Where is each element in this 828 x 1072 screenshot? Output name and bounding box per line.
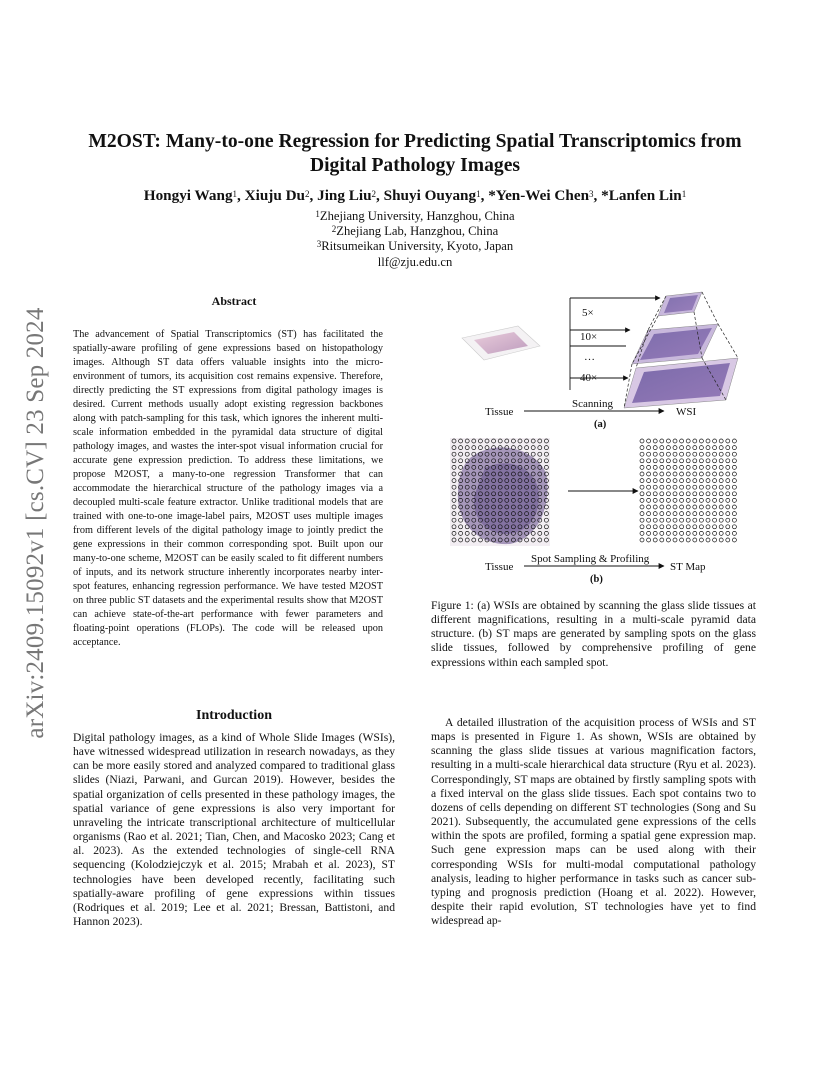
scale-label-40x: 40× <box>580 372 598 384</box>
spot-marker <box>640 465 644 469</box>
spot-marker <box>660 446 664 450</box>
spot-marker <box>666 472 670 476</box>
spot-marker <box>693 459 697 463</box>
spot-marker <box>726 439 730 443</box>
label-tissue-a: Tissue <box>485 406 514 418</box>
spot-marker <box>713 465 717 469</box>
spot-marker <box>653 472 657 476</box>
spot-marker <box>726 505 730 509</box>
spot-marker <box>732 452 736 456</box>
spot-marker <box>647 512 651 516</box>
spot-marker <box>666 485 670 489</box>
spot-marker <box>713 538 717 542</box>
arxiv-identifier: arXiv:2409.15092v1 [cs.CV] 23 Sep 2024 <box>22 307 49 739</box>
spot-marker <box>647 492 651 496</box>
scale-label-ellipsis: … <box>584 351 595 363</box>
spot-marker <box>693 525 697 529</box>
spot-marker <box>680 531 684 535</box>
spot-marker <box>666 531 670 535</box>
title-line-2: Digital Pathology Images <box>309 155 521 176</box>
spot-marker <box>719 512 723 516</box>
author: *Lanfen Lin$^1$ <box>601 187 687 204</box>
spot-marker <box>673 518 677 522</box>
spot-marker <box>732 505 736 509</box>
spot-marker <box>680 525 684 529</box>
spot-marker <box>726 459 730 463</box>
spot-marker <box>680 498 684 502</box>
spot-marker <box>660 538 664 542</box>
spot-marker <box>693 531 697 535</box>
spot-marker <box>660 459 664 463</box>
spot-marker <box>640 498 644 502</box>
spot-marker <box>713 479 717 483</box>
spot-marker <box>653 459 657 463</box>
spot-marker <box>726 465 730 469</box>
spot-marker <box>653 531 657 535</box>
spot-marker <box>699 446 703 450</box>
spot-marker <box>666 492 670 496</box>
spot-marker <box>719 531 723 535</box>
spot-marker <box>732 525 736 529</box>
spot-marker <box>719 505 723 509</box>
spot-marker <box>660 472 664 476</box>
spot-marker <box>680 472 684 476</box>
spot-marker <box>706 525 710 529</box>
spot-marker <box>713 492 717 496</box>
spot-marker <box>693 485 697 489</box>
spot-marker <box>713 512 717 516</box>
spot-marker <box>686 465 690 469</box>
spot-marker <box>647 439 651 443</box>
spot-marker <box>666 446 670 450</box>
wsi-pyramid-image <box>624 292 738 408</box>
introduction-body: Digital pathology images, as a kind of Whole Slide Images (WSIs), have witnessed widespread utilization in research nowadays, as they can be more easily stored and analyzed compared to traditional glass slides (Niazi, Parwani, and Gurcan 2019). However, besides the spatial organization of cells presented in these pathology images, the spatial variance of gene expressions is also very important for unraveling the intricate transcriptional architecture of multicellular organisms (Rao et al. 2021; Tian, Chen, and Macosko 2023; Cang et al. 2023). As the extended technologies of single-cell RNA sequencing (Kolodziejczyk et al. 2015; Mrabah et al. 2023), ST technologies have been developed recently, facilitating such spatially-aware profiling of gene expressions within tissues (Rodriques et al. 2019; Lee et al. 2021; Bressan, Battistoni, and Hannon 2023). <box>73 731 395 929</box>
spot-marker <box>719 452 723 456</box>
st-map-spot-grid <box>640 439 736 542</box>
spot-marker <box>713 459 717 463</box>
spot-marker <box>699 492 703 496</box>
spot-marker <box>732 538 736 542</box>
spot-marker <box>647 531 651 535</box>
spot-marker <box>699 512 703 516</box>
spot-marker <box>680 479 684 483</box>
spot-marker <box>719 479 723 483</box>
spot-marker <box>726 452 730 456</box>
spot-marker <box>640 505 644 509</box>
spot-marker <box>680 446 684 450</box>
title-line-1: M2OST: Many-to-one Regression for Predicting Spatial Transcriptomics from <box>88 131 742 152</box>
spot-marker <box>666 479 670 483</box>
spot-marker <box>699 525 703 529</box>
author-list: Hongyi Wang$^1$, Xiuju Du$^2$, Jing Liu$^2$, Shuyi Ouyang$^1$, *Yen-Wei Chen$^3$, *Lanfen Lin$^1$ <box>143 187 687 204</box>
figure-1 <box>440 288 760 588</box>
spot-marker <box>647 452 651 456</box>
spot-marker <box>680 492 684 496</box>
spot-marker <box>660 465 664 469</box>
spot-marker <box>686 446 690 450</box>
spot-marker <box>699 498 703 502</box>
spot-marker <box>686 498 690 502</box>
spot-marker <box>647 472 651 476</box>
spot-marker <box>732 531 736 535</box>
spot-marker <box>699 479 703 483</box>
spot-marker <box>732 479 736 483</box>
spot-marker <box>653 446 657 450</box>
spot-marker <box>640 446 644 450</box>
spot-marker <box>686 439 690 443</box>
spot-marker <box>713 498 717 502</box>
spot-marker <box>686 479 690 483</box>
spot-marker <box>713 531 717 535</box>
paper-title <box>60 130 770 178</box>
author: *Yen-Wei Chen$^3$ <box>488 187 594 204</box>
spot-marker <box>686 538 690 542</box>
spot-marker <box>680 452 684 456</box>
spot-marker <box>680 459 684 463</box>
spot-marker <box>673 505 677 509</box>
spot-marker <box>693 512 697 516</box>
spot-marker <box>726 485 730 489</box>
spot-marker <box>713 472 717 476</box>
spot-marker <box>686 531 690 535</box>
spot-marker <box>653 465 657 469</box>
spot-marker <box>640 439 644 443</box>
author: Hongyi Wang$^1$ <box>143 187 238 204</box>
spot-marker <box>693 479 697 483</box>
figure-1-caption: Figure 1: (a) WSIs are obtained by scanning the glass slide tissues at different magnifications, resulting in a multi-scale pyramid data structure. (b) ST maps are generated by sampling spots on the glass slide tissues, followed by comprehensive profiling of gene expressions within each sampled spot. <box>431 599 756 669</box>
abstract-heading: Abstract <box>211 294 257 308</box>
spot-marker <box>699 439 703 443</box>
spot-marker <box>686 525 690 529</box>
spot-marker <box>693 439 697 443</box>
spot-marker <box>680 538 684 542</box>
spot-marker <box>686 505 690 509</box>
spot-marker <box>706 439 710 443</box>
subfigure-label-a: (a) <box>594 419 607 430</box>
label-wsi: WSI <box>676 406 697 418</box>
right-column-body: A detailed illustration of the acquisition process of WSIs and ST maps is presented in Figure 1. As shown, WSIs are obtained by scanning the glass slide tissues at various magnification factors, resulting in a multi-scale hierarchical data structure (Ryu et al. 2023). Correspondingly, ST maps are obtained by firstly sampling spots with a fixed interval on the glass slide tissues. Each spot contains two to dozens of cells depending on different ST technologies (Song and Su 2021). Subsequently, the accumulated gene expressions of the cells within the spots are profiled, forming a spatial gene expression map. Such gene expression maps can be used along with their corresponding WSIs for multi-modal computational pathology analysis, leading to higher performance in tasks such as cancer sub-typing and prognosis prediction (Hoang et al. 2022). However, despite their rapid evolution, ST technologies have yet to find widespread ap- <box>431 716 756 928</box>
spot-marker <box>713 525 717 529</box>
spot-marker <box>706 531 710 535</box>
spot-marker <box>732 518 736 522</box>
spot-marker <box>666 518 670 522</box>
spot-marker <box>653 452 657 456</box>
spot-marker <box>666 505 670 509</box>
spot-marker <box>706 465 710 469</box>
spot-marker <box>713 505 717 509</box>
label-tissue-b: Tissue <box>485 561 514 573</box>
label-spot-sampling: Spot Sampling & Profiling <box>531 553 650 565</box>
spot-marker <box>673 531 677 535</box>
spot-marker <box>732 485 736 489</box>
spot-marker <box>673 485 677 489</box>
spot-marker <box>660 485 664 489</box>
spot-marker <box>693 518 697 522</box>
spot-marker <box>732 512 736 516</box>
spot-marker <box>693 465 697 469</box>
spot-marker <box>640 459 644 463</box>
spot-marker <box>647 459 651 463</box>
spot-marker <box>706 518 710 522</box>
email[interactable]: llf@zju.edu.cn <box>377 255 453 269</box>
spot-marker <box>693 498 697 502</box>
spot-marker <box>640 472 644 476</box>
spot-marker <box>699 465 703 469</box>
spot-marker <box>660 492 664 496</box>
spot-marker <box>660 512 664 516</box>
spot-marker <box>706 485 710 489</box>
spot-marker <box>673 498 677 502</box>
affiliation: $^2$Zhejiang Lab, Hanzghou, China <box>331 224 499 238</box>
spot-marker <box>699 531 703 535</box>
spot-marker <box>653 512 657 516</box>
spot-marker <box>640 512 644 516</box>
subfigure-label-b: (b) <box>590 574 603 585</box>
spot-marker <box>660 525 664 529</box>
spot-marker <box>640 479 644 483</box>
spot-marker <box>693 472 697 476</box>
spot-marker <box>653 492 657 496</box>
author: Xiuju Du$^2$ <box>244 187 310 204</box>
spot-marker <box>719 518 723 522</box>
spot-marker <box>726 472 730 476</box>
spot-marker <box>719 485 723 489</box>
spot-marker <box>693 452 697 456</box>
spot-marker <box>640 485 644 489</box>
spot-marker <box>640 518 644 522</box>
spot-marker <box>686 485 690 489</box>
spot-marker <box>647 485 651 489</box>
spot-marker <box>647 446 651 450</box>
affiliation: $^1$Zhejiang University, Hanzghou, China <box>315 209 515 223</box>
spot-marker <box>713 452 717 456</box>
spot-marker <box>640 452 644 456</box>
spot-marker <box>726 531 730 535</box>
label-st-map: ST Map <box>670 561 706 573</box>
spot-marker <box>680 485 684 489</box>
spot-marker <box>699 485 703 489</box>
spot-marker <box>660 531 664 535</box>
spot-marker <box>706 459 710 463</box>
spot-marker <box>719 525 723 529</box>
spot-marker <box>732 459 736 463</box>
spot-marker <box>673 452 677 456</box>
spot-marker <box>660 498 664 502</box>
spot-marker <box>653 498 657 502</box>
spot-marker <box>719 465 723 469</box>
spot-marker <box>726 446 730 450</box>
spot-marker <box>653 439 657 443</box>
spot-marker <box>673 439 677 443</box>
spot-marker <box>647 538 651 542</box>
spot-marker <box>660 439 664 443</box>
introduction-heading: Introduction <box>196 708 272 723</box>
spot-marker <box>660 518 664 522</box>
spot-marker <box>673 538 677 542</box>
spot-marker <box>726 518 730 522</box>
spot-marker <box>726 498 730 502</box>
spot-marker <box>666 512 670 516</box>
spot-marker <box>732 472 736 476</box>
spot-marker <box>726 492 730 496</box>
spot-marker <box>666 498 670 502</box>
spot-marker <box>647 525 651 529</box>
spot-marker <box>732 498 736 502</box>
author: Jing Liu$^2$ <box>317 187 377 204</box>
spot-marker <box>699 472 703 476</box>
spot-marker <box>699 538 703 542</box>
spot-marker <box>686 459 690 463</box>
spot-marker <box>653 485 657 489</box>
spot-marker <box>660 479 664 483</box>
spot-marker <box>713 446 717 450</box>
spot-marker <box>666 538 670 542</box>
spot-marker <box>726 479 730 483</box>
spot-marker <box>706 505 710 509</box>
spot-marker <box>726 525 730 529</box>
spot-marker <box>719 538 723 542</box>
scale-label-10x: 10× <box>580 331 598 343</box>
spot-marker <box>706 446 710 450</box>
spot-marker <box>673 525 677 529</box>
spot-marker <box>680 439 684 443</box>
spot-marker <box>666 525 670 529</box>
spot-marker <box>686 472 690 476</box>
spot-marker <box>719 492 723 496</box>
spot-marker <box>713 485 717 489</box>
spot-marker <box>640 492 644 496</box>
spot-marker <box>673 512 677 516</box>
spot-marker <box>666 439 670 443</box>
spot-marker <box>726 538 730 542</box>
abstract-body: The advancement of Spatial Transcriptomics (ST) has facilitated the spatially-aware profiling of gene expressions based on histopathology images. Although ST data offers valuable insights into the micro-environment of tumors, its acquisition cost remains expensive. Therefore, directly predicting the ST expressions from digital pathology images is desired. Current methods usually adopt existing regression backbones along with patch-sampling for this task, which ignores the inherent multi-scale information embedded in the pyramidal data structure of digital pathology images, and wastes the inter-spot visual information crucial for accurate gene expression prediction. To address these limitations, we propose M2OST, a many-to-one regression Transformer that can accommodate the hierarchical structure of the pathology images via a decoupled multi-scale feature extractor. Unlike traditional models that are trained with one-to-one image-label pairs, M2OST uses multiple images from different levels of the digital pathology image to jointly predict the gene expressions in their common corresponding spot. Built upon our many-to-one scheme, M2OST can be easily scaled to fit different numbers of inputs, and its network structure inherently incorporates nearby inter-spot features, enhancing regression performance. We have tested M2OST on three public ST datasets and the experimental results show that M2OST can achieve state-of-the-art performance with fewer parameters and floating-point operations (FLOPs). The code will be released upon acceptance. <box>73 329 383 649</box>
spot-marker <box>732 446 736 450</box>
spot-marker <box>647 518 651 522</box>
spot-marker <box>713 439 717 443</box>
spot-marker <box>660 505 664 509</box>
spot-marker <box>686 452 690 456</box>
spot-marker <box>719 498 723 502</box>
spot-marker <box>719 459 723 463</box>
spot-marker <box>719 472 723 476</box>
label-scanning: Scanning <box>572 398 613 410</box>
spot-marker <box>673 459 677 463</box>
spot-marker <box>693 446 697 450</box>
spot-marker <box>706 538 710 542</box>
spot-marker <box>653 525 657 529</box>
spot-marker <box>706 479 710 483</box>
spot-marker <box>660 452 664 456</box>
spot-marker <box>680 518 684 522</box>
spot-marker <box>680 505 684 509</box>
spot-marker <box>693 492 697 496</box>
spot-marker <box>706 452 710 456</box>
spot-marker <box>673 472 677 476</box>
spot-marker <box>732 492 736 496</box>
spot-marker <box>706 498 710 502</box>
spot-marker <box>719 446 723 450</box>
spot-marker <box>732 465 736 469</box>
spot-marker <box>640 531 644 535</box>
spot-marker <box>647 465 651 469</box>
spot-marker <box>666 465 670 469</box>
spot-marker <box>666 459 670 463</box>
spot-marker <box>686 492 690 496</box>
spot-marker <box>653 505 657 509</box>
spot-marker <box>686 518 690 522</box>
spot-marker <box>673 492 677 496</box>
spot-marker <box>647 479 651 483</box>
spot-marker <box>680 512 684 516</box>
spot-marker <box>653 538 657 542</box>
spot-marker <box>699 518 703 522</box>
spot-marker <box>686 512 690 516</box>
spot-marker <box>647 505 651 509</box>
spot-marker <box>640 525 644 529</box>
spot-marker <box>693 505 697 509</box>
glass-slide-image <box>462 326 540 360</box>
spot-marker <box>699 505 703 509</box>
spot-marker <box>666 452 670 456</box>
spot-marker <box>706 512 710 516</box>
spot-marker <box>673 479 677 483</box>
scale-label-5x: 5× <box>582 307 594 319</box>
spot-marker <box>706 472 710 476</box>
spot-marker <box>719 439 723 443</box>
spot-marker <box>673 465 677 469</box>
author: Shuyi Ouyang$^1$ <box>383 187 481 204</box>
spot-marker <box>699 459 703 463</box>
spot-marker <box>647 498 651 502</box>
spot-marker <box>640 538 644 542</box>
spot-marker <box>693 538 697 542</box>
spot-marker <box>713 518 717 522</box>
affiliation: $^3$Ritsumeikan University, Kyoto, Japan <box>316 239 514 253</box>
spot-marker <box>653 479 657 483</box>
spot-marker <box>699 452 703 456</box>
spot-marker <box>673 446 677 450</box>
tissue-spot-grid-image <box>450 438 550 546</box>
spot-marker <box>680 465 684 469</box>
spot-marker <box>706 492 710 496</box>
spot-marker <box>653 518 657 522</box>
spot-marker <box>732 439 736 443</box>
spot-marker <box>726 512 730 516</box>
